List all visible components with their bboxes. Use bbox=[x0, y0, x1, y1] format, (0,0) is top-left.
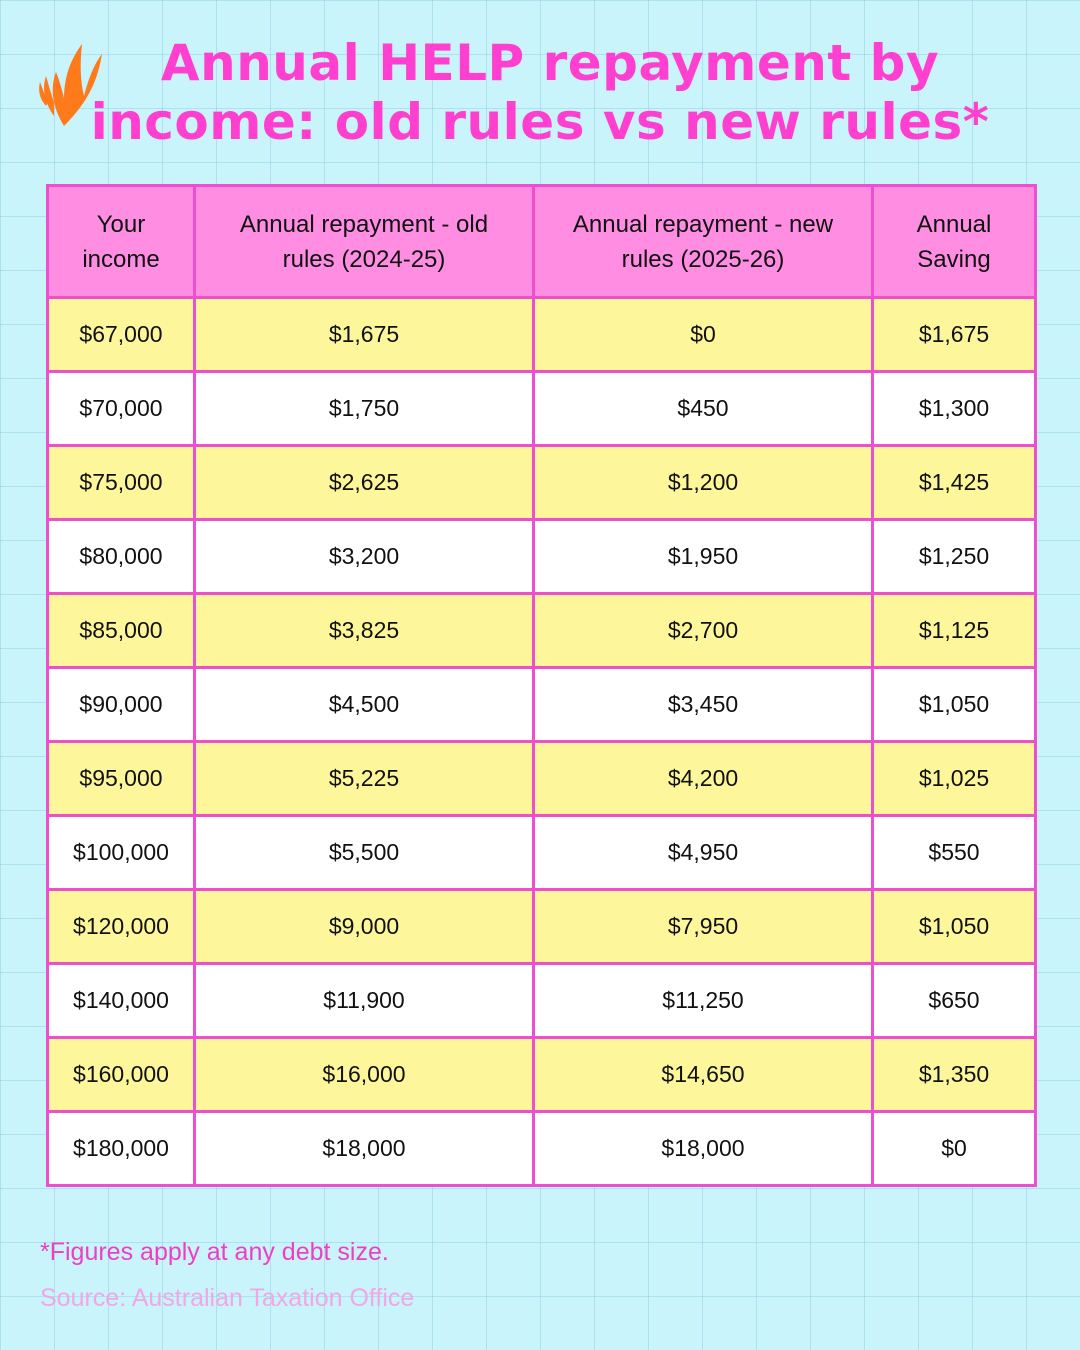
cell-old-repayment: $9,000 bbox=[195, 890, 534, 964]
source-credit: Source: Australian Taxation Office bbox=[40, 1284, 415, 1312]
cell-old-repayment: $16,000 bbox=[195, 1038, 534, 1112]
cell-income: $67,000 bbox=[48, 298, 195, 372]
table-row bbox=[48, 816, 1036, 890]
cell-new-repayment: $450 bbox=[534, 372, 873, 446]
cell-annual-saving: $1,050 bbox=[873, 890, 1036, 964]
cell-annual-saving: $1,425 bbox=[873, 446, 1036, 520]
title-line-2: income: old rules vs new rules* bbox=[90, 93, 990, 151]
table-row bbox=[48, 298, 1036, 372]
cell-income: $180,000 bbox=[48, 1112, 195, 1186]
table-row bbox=[48, 668, 1036, 742]
table-row bbox=[48, 964, 1036, 1038]
cell-annual-saving: $1,675 bbox=[873, 298, 1036, 372]
cell-income: $90,000 bbox=[48, 668, 195, 742]
cell-annual-saving: $1,125 bbox=[873, 594, 1036, 668]
column-header-line: rules (2025-26) bbox=[621, 245, 785, 273]
cell-old-repayment: $18,000 bbox=[195, 1112, 534, 1186]
cell-income: $100,000 bbox=[48, 816, 195, 890]
cell-new-repayment: $0 bbox=[534, 298, 873, 372]
column-header-line: Annual repayment - old bbox=[239, 210, 489, 238]
cell-annual-saving: $0 bbox=[873, 1112, 1036, 1186]
cell-new-repayment: $11,250 bbox=[534, 964, 873, 1038]
cell-annual-saving: $1,350 bbox=[873, 1038, 1036, 1112]
table-row bbox=[48, 594, 1036, 668]
table-row bbox=[48, 742, 1036, 816]
cell-new-repayment: $7,950 bbox=[534, 890, 873, 964]
cell-new-repayment: $1,950 bbox=[534, 520, 873, 594]
cell-income: $85,000 bbox=[48, 594, 195, 668]
table-row bbox=[48, 372, 1036, 446]
cell-new-repayment: $4,950 bbox=[534, 816, 873, 890]
cell-income: $95,000 bbox=[48, 742, 195, 816]
table-row bbox=[48, 520, 1036, 594]
cell-new-repayment: $18,000 bbox=[534, 1112, 873, 1186]
cell-old-repayment: $11,900 bbox=[195, 964, 534, 1038]
cell-annual-saving: $550 bbox=[873, 816, 1036, 890]
column-header-line: Your bbox=[96, 210, 146, 238]
column-header-line: Annual bbox=[916, 210, 992, 238]
cell-old-repayment: $1,675 bbox=[195, 298, 534, 372]
table-row bbox=[48, 1112, 1036, 1186]
cell-old-repayment: $4,500 bbox=[195, 668, 534, 742]
cell-annual-saving: $1,250 bbox=[873, 520, 1036, 594]
cell-new-repayment: $4,200 bbox=[534, 742, 873, 816]
table-row bbox=[48, 890, 1036, 964]
repayment-table bbox=[46, 184, 1037, 1187]
column-header-old-repayment bbox=[195, 186, 534, 298]
cell-annual-saving: $1,300 bbox=[873, 372, 1036, 446]
chart-title bbox=[0, 34, 1080, 152]
column-header-income bbox=[48, 186, 195, 298]
cell-income: $80,000 bbox=[48, 520, 195, 594]
cell-new-repayment: $14,650 bbox=[534, 1038, 873, 1112]
cell-annual-saving: $650 bbox=[873, 964, 1036, 1038]
cell-old-repayment: $3,200 bbox=[195, 520, 534, 594]
title-line-1: Annual HELP repayment by bbox=[160, 34, 940, 92]
column-header-line: Saving bbox=[917, 245, 991, 273]
cell-new-repayment: $2,700 bbox=[534, 594, 873, 668]
cell-annual-saving: $1,050 bbox=[873, 668, 1036, 742]
cell-income: $140,000 bbox=[48, 964, 195, 1038]
cell-old-repayment: $5,225 bbox=[195, 742, 534, 816]
cell-income: $120,000 bbox=[48, 890, 195, 964]
cell-income: $160,000 bbox=[48, 1038, 195, 1112]
column-header-annual-saving bbox=[873, 186, 1036, 298]
table-row bbox=[48, 1038, 1036, 1112]
cell-income: $75,000 bbox=[48, 446, 195, 520]
footnote: *Figures apply at any debt size. bbox=[40, 1238, 389, 1266]
cell-old-repayment: $2,625 bbox=[195, 446, 534, 520]
cell-income: $70,000 bbox=[48, 372, 195, 446]
column-header-line: income bbox=[82, 245, 160, 273]
column-header-line: Annual repayment - new bbox=[572, 210, 834, 238]
table-header-row bbox=[48, 186, 1036, 298]
cell-old-repayment: $5,500 bbox=[195, 816, 534, 890]
column-header-new-repayment bbox=[534, 186, 873, 298]
cell-old-repayment: $1,750 bbox=[195, 372, 534, 446]
cell-annual-saving: $1,025 bbox=[873, 742, 1036, 816]
column-header-line: rules (2024-25) bbox=[282, 245, 446, 273]
cell-new-repayment: $1,200 bbox=[534, 446, 873, 520]
table-body bbox=[48, 298, 1036, 1186]
cell-new-repayment: $3,450 bbox=[534, 668, 873, 742]
cell-old-repayment: $3,825 bbox=[195, 594, 534, 668]
table-row bbox=[48, 446, 1036, 520]
